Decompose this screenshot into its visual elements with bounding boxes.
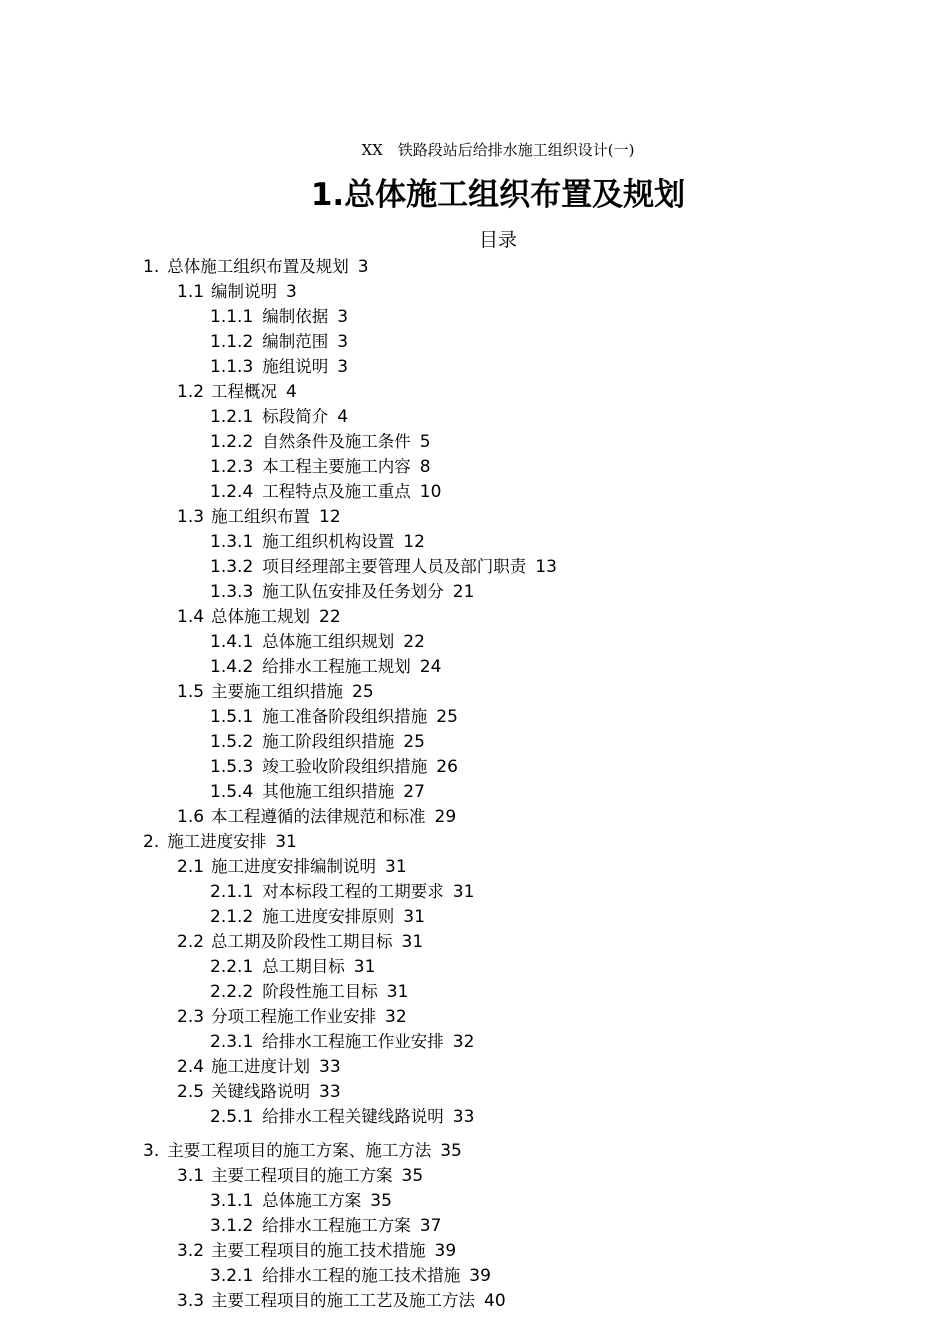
toc-entry-number: 3. xyxy=(143,1141,160,1161)
toc-entry-number: 3.1.1 xyxy=(210,1191,254,1211)
toc-entry-number: 3.1.2 xyxy=(210,1216,254,1236)
toc-entry[interactable] xyxy=(0,1079,950,1104)
toc-entry-title: 关键线路说明 xyxy=(211,1082,311,1101)
toc-entry[interactable] xyxy=(0,1004,950,1029)
toc-entry-number: 1.4 xyxy=(177,607,205,627)
toc-entry-page-number: 4 xyxy=(337,407,349,427)
toc-entry-title: 施工进度安排编制说明 xyxy=(211,857,377,876)
toc-entry-page-number: 21 xyxy=(452,582,475,602)
toc-entry-page-number: 24 xyxy=(419,657,442,677)
toc-entry-title: 主要工程项目的施工方案 xyxy=(211,1166,393,1185)
toc-entry-number: 2.4 xyxy=(177,1057,205,1077)
toc-entry-page-number: 29 xyxy=(434,807,457,827)
toc-entry-title: 给排水工程施工方案 xyxy=(262,1216,411,1235)
toc-entry-title: 主要施工组织措施 xyxy=(211,682,344,701)
toc-entry-title: 施工进度安排原则 xyxy=(262,907,395,926)
toc-entry[interactable] xyxy=(0,1288,950,1313)
toc-entry-number: 2.2 xyxy=(177,932,205,952)
toc-entry[interactable] xyxy=(0,754,950,779)
toc-entry[interactable] xyxy=(0,879,950,904)
toc-entry-number: 1.3.1 xyxy=(210,532,254,552)
toc-entry-page-number: 26 xyxy=(436,757,458,777)
toc-entry[interactable] xyxy=(0,1213,950,1238)
toc-entry[interactable] xyxy=(0,679,950,704)
toc-entry-page-number: 31 xyxy=(403,907,425,927)
toc-entry-page-number: 33 xyxy=(452,1107,475,1127)
toc-entry-page-number: 39 xyxy=(434,1241,457,1261)
toc-entry-number: 1.6 xyxy=(177,807,205,827)
toc-entry-title: 编制范围 xyxy=(262,332,329,351)
toc-entry[interactable] xyxy=(0,954,950,979)
toc-entry-page-number: 5 xyxy=(419,432,431,452)
toc-entry-number: 2.5.1 xyxy=(210,1107,254,1127)
toc-entry-title: 对本标段工程的工期要求 xyxy=(262,882,444,901)
toc-entry[interactable] xyxy=(0,1263,950,1288)
toc-entry-page-number: 31 xyxy=(401,932,424,952)
toc-entry-number: 1.2.2 xyxy=(210,432,254,452)
toc-entry-title: 标段简介 xyxy=(262,407,329,426)
toc-entry[interactable] xyxy=(0,279,950,304)
toc-entry-page-number: 35 xyxy=(401,1166,424,1186)
toc-entry[interactable] xyxy=(0,629,950,654)
toc-entry-number: 1.3.2 xyxy=(210,557,254,577)
toc-entry-page-number: 40 xyxy=(484,1291,506,1311)
toc-entry-number: 2.5 xyxy=(177,1082,205,1102)
toc-entry-page-number: 31 xyxy=(353,957,376,977)
toc-entry[interactable] xyxy=(0,304,950,329)
toc-entry-title: 给排水工程关键线路说明 xyxy=(262,1107,444,1126)
toc-entry-title: 总工期目标 xyxy=(262,957,345,976)
toc-entry-number: 1.5.2 xyxy=(210,732,254,752)
toc-entry-title: 施工组织布置 xyxy=(211,507,311,526)
toc-entry-page-number: 25 xyxy=(436,707,458,727)
toc-entry-number: 3.3 xyxy=(177,1291,205,1311)
toc-entry-title: 施工进度计划 xyxy=(211,1057,311,1076)
toc-entry-title: 施工组织机构设置 xyxy=(262,532,395,551)
toc-entry[interactable] xyxy=(0,854,950,879)
toc-entry-title: 编制依据 xyxy=(262,307,329,326)
toc-entry-page-number: 32 xyxy=(452,1032,475,1052)
toc-entry-title: 总体施工方案 xyxy=(262,1191,362,1210)
toc-entry[interactable] xyxy=(0,654,950,679)
toc-entry-number: 1.4.2 xyxy=(210,657,254,677)
toc-entry-page-number: 3 xyxy=(337,332,349,352)
toc-entry-page-number: 10 xyxy=(419,482,442,502)
toc-entry-title: 阶段性施工目标 xyxy=(262,982,378,1001)
toc-entry-page-number: 27 xyxy=(403,782,425,802)
toc-entry-number: 1.2.3 xyxy=(210,457,254,477)
toc-entry-number: 1.1.3 xyxy=(210,357,254,377)
toc-entry-number: 1.5.3 xyxy=(210,757,254,777)
toc-entry-number: 1.1 xyxy=(177,282,205,302)
toc-entry-number: 1.3 xyxy=(177,507,205,527)
toc-entry-number: 2.1.2 xyxy=(210,907,254,927)
toc-entry-number: 2.1 xyxy=(177,857,205,877)
toc-entry-title: 自然条件及施工条件 xyxy=(262,432,411,451)
toc-entry-page-number: 22 xyxy=(403,632,425,652)
toc-entry-number: 2.1.1 xyxy=(210,882,254,902)
toc-entry-number: 2.2.1 xyxy=(210,957,254,977)
toc-entry-title: 施工进度安排 xyxy=(167,832,267,851)
toc-entry-title: 总体施工规划 xyxy=(211,607,311,626)
toc-entry-page-number: 33 xyxy=(319,1082,341,1102)
toc-entry-number: 3.2.1 xyxy=(210,1266,254,1286)
toc-entry-page-number: 8 xyxy=(419,457,431,477)
toc-entry[interactable] xyxy=(0,1104,950,1129)
toc-entry-title: 编制说明 xyxy=(211,282,278,301)
toc-entry-number: 1.4.1 xyxy=(210,632,254,652)
toc-entry-title: 给排水工程施工作业安排 xyxy=(262,1032,444,1051)
toc-entry-page-number: 25 xyxy=(403,732,425,752)
toc-entry[interactable] xyxy=(0,404,950,429)
toc-entry[interactable] xyxy=(0,1029,950,1054)
toc-entry-number: 2.3 xyxy=(177,1007,205,1027)
toc-entry[interactable] xyxy=(0,1163,950,1188)
toc-entry-page-number: 3 xyxy=(286,282,297,302)
toc-entry-title: 本工程主要施工内容 xyxy=(262,457,411,476)
toc-entry-page-number: 31 xyxy=(275,832,297,852)
toc-entry-number: 1. xyxy=(143,257,160,277)
toc-entry-title: 主要工程项目的施工工艺及施工方法 xyxy=(211,1291,476,1310)
toc-entry-page-number: 31 xyxy=(385,857,407,877)
toc-entry[interactable] xyxy=(0,454,950,479)
toc-entry-page-number: 32 xyxy=(385,1007,407,1027)
toc-entry-page-number: 12 xyxy=(403,532,425,552)
toc-entry-title: 施组说明 xyxy=(262,357,329,376)
toc-entry[interactable] xyxy=(0,254,950,279)
toc-entry[interactable] xyxy=(0,529,950,554)
toc-entry-title: 工程概况 xyxy=(211,382,278,401)
toc-entry-title: 项目经理部主要管理人员及部门职责 xyxy=(262,557,527,576)
toc-entry-title: 主要工程项目的施工技术措施 xyxy=(211,1241,426,1260)
toc-entry-title: 给排水工程的施工技术措施 xyxy=(262,1266,461,1285)
toc-entry-title: 分项工程施工作业安排 xyxy=(211,1007,377,1026)
toc-entry[interactable] xyxy=(0,729,950,754)
toc-entry[interactable] xyxy=(0,1054,950,1079)
toc-entry[interactable] xyxy=(0,329,950,354)
toc-entry-page-number: 31 xyxy=(386,982,409,1002)
toc-entry-number: 1.2.4 xyxy=(210,482,254,502)
toc-entry-page-number: 3 xyxy=(357,257,369,277)
toc-entry[interactable] xyxy=(0,1138,950,1163)
toc-entry[interactable] xyxy=(0,704,950,729)
toc-entry-number: 3.1 xyxy=(177,1166,205,1186)
toc-entry[interactable] xyxy=(0,979,950,1004)
toc-entry[interactable] xyxy=(0,1238,950,1263)
toc-entry[interactable] xyxy=(0,579,950,604)
page-title: 1.总体施工组织布置及规划 xyxy=(310,177,686,213)
toc-entry[interactable] xyxy=(0,1188,950,1213)
toc-entry-page-number: 3 xyxy=(337,357,349,377)
toc-entry-title: 施工队伍安排及任务划分 xyxy=(262,582,444,601)
toc-entry-number: 1.5.4 xyxy=(210,782,254,802)
toc-entry-page-number: 37 xyxy=(419,1216,442,1236)
toc-entry[interactable] xyxy=(0,479,950,504)
toc-entry[interactable] xyxy=(0,604,950,629)
toc-entry-page-number: 35 xyxy=(440,1141,462,1161)
toc-entry[interactable] xyxy=(0,504,950,529)
toc-entry-page-number: 33 xyxy=(319,1057,341,1077)
toc-entry-page-number: 3 xyxy=(337,307,349,327)
toc-entry-title: 给排水工程施工规划 xyxy=(262,657,411,676)
toc-entry-title: 总体施工组织规划 xyxy=(262,632,395,651)
table-of-contents xyxy=(0,254,950,1313)
toc-entry-page-number: 31 xyxy=(452,882,475,902)
toc-entry[interactable] xyxy=(0,379,950,404)
toc-entry-title: 竣工验收阶段组织措施 xyxy=(262,757,428,776)
toc-entry[interactable] xyxy=(0,429,950,454)
toc-entry-page-number: 35 xyxy=(370,1191,392,1211)
toc-entry-number: 2.3.1 xyxy=(210,1032,254,1052)
toc-entry-number: 1.1.1 xyxy=(210,307,254,327)
toc-entry-title: 施工准备阶段组织措施 xyxy=(262,707,428,726)
toc-entry-page-number: 12 xyxy=(319,507,341,527)
toc-entry-number: 1.5 xyxy=(177,682,205,702)
toc-entry-page-number: 13 xyxy=(535,557,557,577)
toc-entry-title: 其他施工组织措施 xyxy=(262,782,395,801)
toc-entry-number: 2.2.2 xyxy=(210,982,254,1002)
toc-entry[interactable] xyxy=(0,904,950,929)
toc-entry-title: 主要工程项目的施工方案、施工方法 xyxy=(167,1141,432,1160)
toc-entry[interactable] xyxy=(0,779,950,804)
toc-entry-number: 3.2 xyxy=(177,1241,205,1261)
toc-entry-number: 2. xyxy=(143,832,160,852)
toc-entry[interactable] xyxy=(0,929,950,954)
toc-heading: 目录 xyxy=(478,229,517,251)
toc-entry-number: 1.1.2 xyxy=(210,332,254,352)
toc-entry-title: 本工程遵循的法律规范和标准 xyxy=(211,807,426,826)
toc-entry-number: 1.2.1 xyxy=(210,407,254,427)
toc-entry-title: 总体施工组织布置及规划 xyxy=(167,257,349,276)
toc-entry-page-number: 4 xyxy=(286,382,297,402)
toc-entry-number: 1.2 xyxy=(177,382,205,402)
document-subtitle: XX 铁路段站后给排水施工组织设计(一) xyxy=(361,141,635,159)
toc-entry[interactable] xyxy=(0,804,950,829)
toc-entry-title: 总工期及阶段性工期目标 xyxy=(211,932,393,951)
toc-entry-number: 1.3.3 xyxy=(210,582,254,602)
toc-entry-title: 工程特点及施工重点 xyxy=(262,482,411,501)
toc-entry-number: 1.5.1 xyxy=(210,707,254,727)
toc-entry-page-number: 25 xyxy=(352,682,374,702)
toc-entry[interactable] xyxy=(0,554,950,579)
toc-entry-page-number: 22 xyxy=(319,607,341,627)
toc-entry-page-number: 39 xyxy=(469,1266,491,1286)
toc-entry-title: 施工阶段组织措施 xyxy=(262,732,395,751)
toc-entry[interactable] xyxy=(0,829,950,854)
toc-entry[interactable] xyxy=(0,354,950,379)
